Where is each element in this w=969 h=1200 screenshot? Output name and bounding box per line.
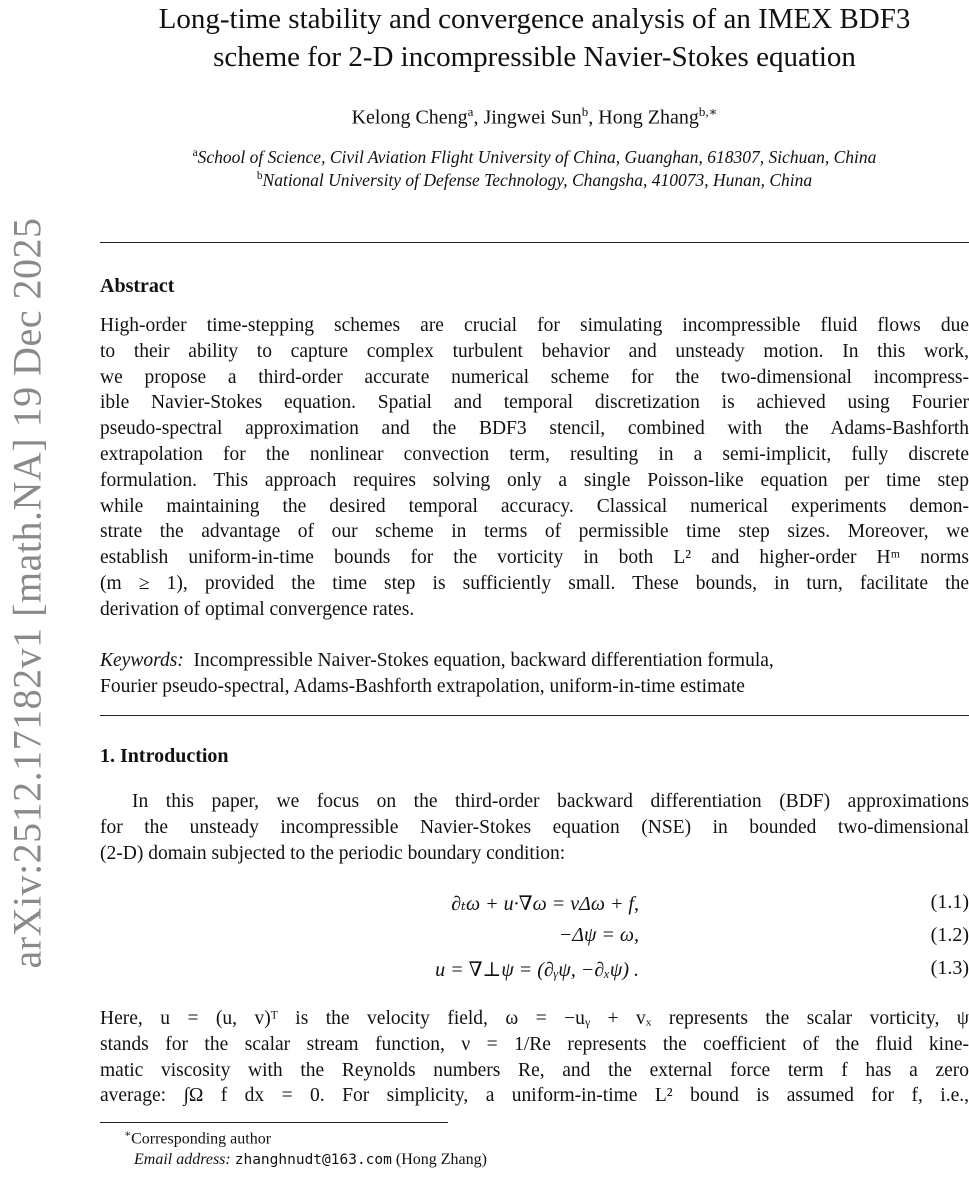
affiliation-text: National University of Defense Technology, Changsha, 410073, Hunan, China bbox=[262, 170, 813, 190]
author-list: Kelong Cheng$^a$, Jingwei Sun$^b$, Hong Zhang$^{b,∗}$ bbox=[351, 104, 718, 129]
author-name: Kelong Cheng bbox=[351, 106, 468, 129]
abstract-line: we propose a third-order accurate numerical scheme for the two-dimensional incompress- bbox=[100, 366, 969, 388]
affiliation bbox=[100, 147, 969, 168]
email-owner: (Hong Zhang) bbox=[395, 1151, 487, 1168]
equation-expression: u = ∇⊥ψ = (∂ᵧψ, −∂ₓψ) . bbox=[435, 959, 639, 981]
abstract-line: derivation of optimal convergence rates. bbox=[100, 598, 415, 620]
equation-number: (1.3) bbox=[930, 957, 969, 979]
abstract-line: High-order time-stepping schemes are crucial for simulating incompressible fluid flows due bbox=[100, 315, 969, 336]
email-link[interactable]: zhanghnudt@163.com bbox=[234, 1152, 392, 1168]
footnote-text: Corresponding author bbox=[131, 1130, 272, 1148]
divider bbox=[100, 242, 969, 243]
equation bbox=[100, 891, 969, 921]
footnote-corresponding bbox=[124, 1128, 271, 1148]
abstract-text bbox=[100, 313, 969, 623]
abstract-line: strate the advantage of our scheme in terms of permissible time step sizes. Moreover, we bbox=[100, 521, 969, 543]
equation bbox=[100, 957, 969, 987]
intro-line: for the unsteady incompressible Navier-Stokes equation (NSE) in bounded two-dimensional bbox=[100, 816, 969, 838]
title-line-2: scheme for 2-D incompressible Navier-Stokes equation bbox=[213, 41, 856, 73]
arxiv-identifier: arXiv:2512.17182v1 [math.NA] 19 Dec 2025 bbox=[4, 217, 50, 969]
equation-expression: −Δψ = ω, bbox=[558, 924, 639, 946]
intro-line: (2-D) domain subjected to the periodic boundary condition: bbox=[100, 842, 566, 864]
keywords-line: Fourier pseudo-spectral, Adams-Bashforth extrapolation, uniform-in-time estimate bbox=[100, 675, 745, 697]
body-paragraph bbox=[100, 1006, 969, 1109]
author-mark: a bbox=[467, 104, 474, 119]
author-name: Hong Zhang bbox=[598, 106, 699, 129]
intro-line: In this paper, we focus on the third-order backward differentiation (BDF) approximations bbox=[132, 791, 969, 812]
footnote-mark: ∗ bbox=[124, 1129, 132, 1140]
affiliation bbox=[100, 170, 969, 191]
author-mark: b bbox=[581, 104, 589, 119]
equation-number: (1.1) bbox=[930, 891, 969, 913]
abstract-line: while maintaining the desired temporal accuracy. Classical numerical experiments demon- bbox=[100, 495, 969, 517]
body-line: average: ∫Ω f dx = 0. For simplicity, a uniform-in-time L² bound is assumed for f, i.e., bbox=[100, 1085, 969, 1107]
abstract-line: (m ≥ 1), provided the time step is sufficiently small. These bounds, in turn, facilitate the bbox=[100, 572, 969, 594]
abstract-line: ible Navier-Stokes equation. Spatial and temporal discretization is achieved using Fourier bbox=[100, 392, 969, 414]
keywords-line: Incompressible Naiver-Stokes equation, backward differentiation formula, bbox=[193, 650, 774, 671]
footnote-rule bbox=[100, 1122, 448, 1123]
affiliation-mark: b bbox=[256, 170, 263, 183]
abstract-line: extrapolation for the nonlinear convection term, resulting in a semi-implicit, fully discrete bbox=[100, 443, 969, 465]
equation-expression: ∂ₜω + u·∇ω = νΔω + f, bbox=[451, 893, 639, 915]
author-mark: b,∗ bbox=[698, 104, 718, 119]
author-name: Jingwei Sun bbox=[483, 106, 582, 129]
keywords-label: Keywords: bbox=[100, 650, 184, 671]
abstract-line: establish uniform-in-time bounds for the vorticity in both L² and higher-order Hᵐ norms bbox=[100, 547, 969, 569]
divider bbox=[100, 715, 969, 716]
footnote-email bbox=[134, 1151, 487, 1169]
body-line: stands for the scalar stream function, ν = 1/Re represents the coefficient of the fluid kine- bbox=[100, 1033, 969, 1055]
body-line: Here, u = (u, v)ᵀ is the velocity field, ω = −uᵧ + vₓ represents the scalar vorticity, ψ bbox=[100, 1008, 969, 1029]
intro-paragraph bbox=[100, 789, 969, 866]
equation bbox=[100, 924, 969, 954]
paper-title bbox=[100, 0, 969, 76]
equation-number: (1.2) bbox=[930, 924, 969, 946]
section-heading: 1. Introduction bbox=[100, 745, 229, 767]
title-line-1: Long-time stability and convergence analysis of an IMEX BDF3 bbox=[158, 3, 911, 35]
abstract-line: formulation. This approach requires solving only a single Poisson-like equation per time step bbox=[100, 469, 969, 491]
abstract-line: pseudo-spectral approximation and the BDF3 stencil, combined with the Adams-Bashforth bbox=[100, 418, 969, 440]
abstract-line: to their ability to capture complex turbulent behavior and unsteady motion. In this work, bbox=[100, 340, 969, 362]
affiliation-mark: a bbox=[192, 147, 198, 160]
body-line: matic viscosity with the Reynolds numbers Re, and the external force term f has a zero bbox=[100, 1059, 969, 1081]
abstract-heading: Abstract bbox=[100, 275, 175, 297]
email-label: Email address: bbox=[134, 1151, 231, 1168]
affiliation-text: School of Science, Civil Aviation Flight University of China, Guanghan, 618307, Sichuan, China bbox=[197, 147, 877, 167]
keywords bbox=[100, 648, 969, 700]
